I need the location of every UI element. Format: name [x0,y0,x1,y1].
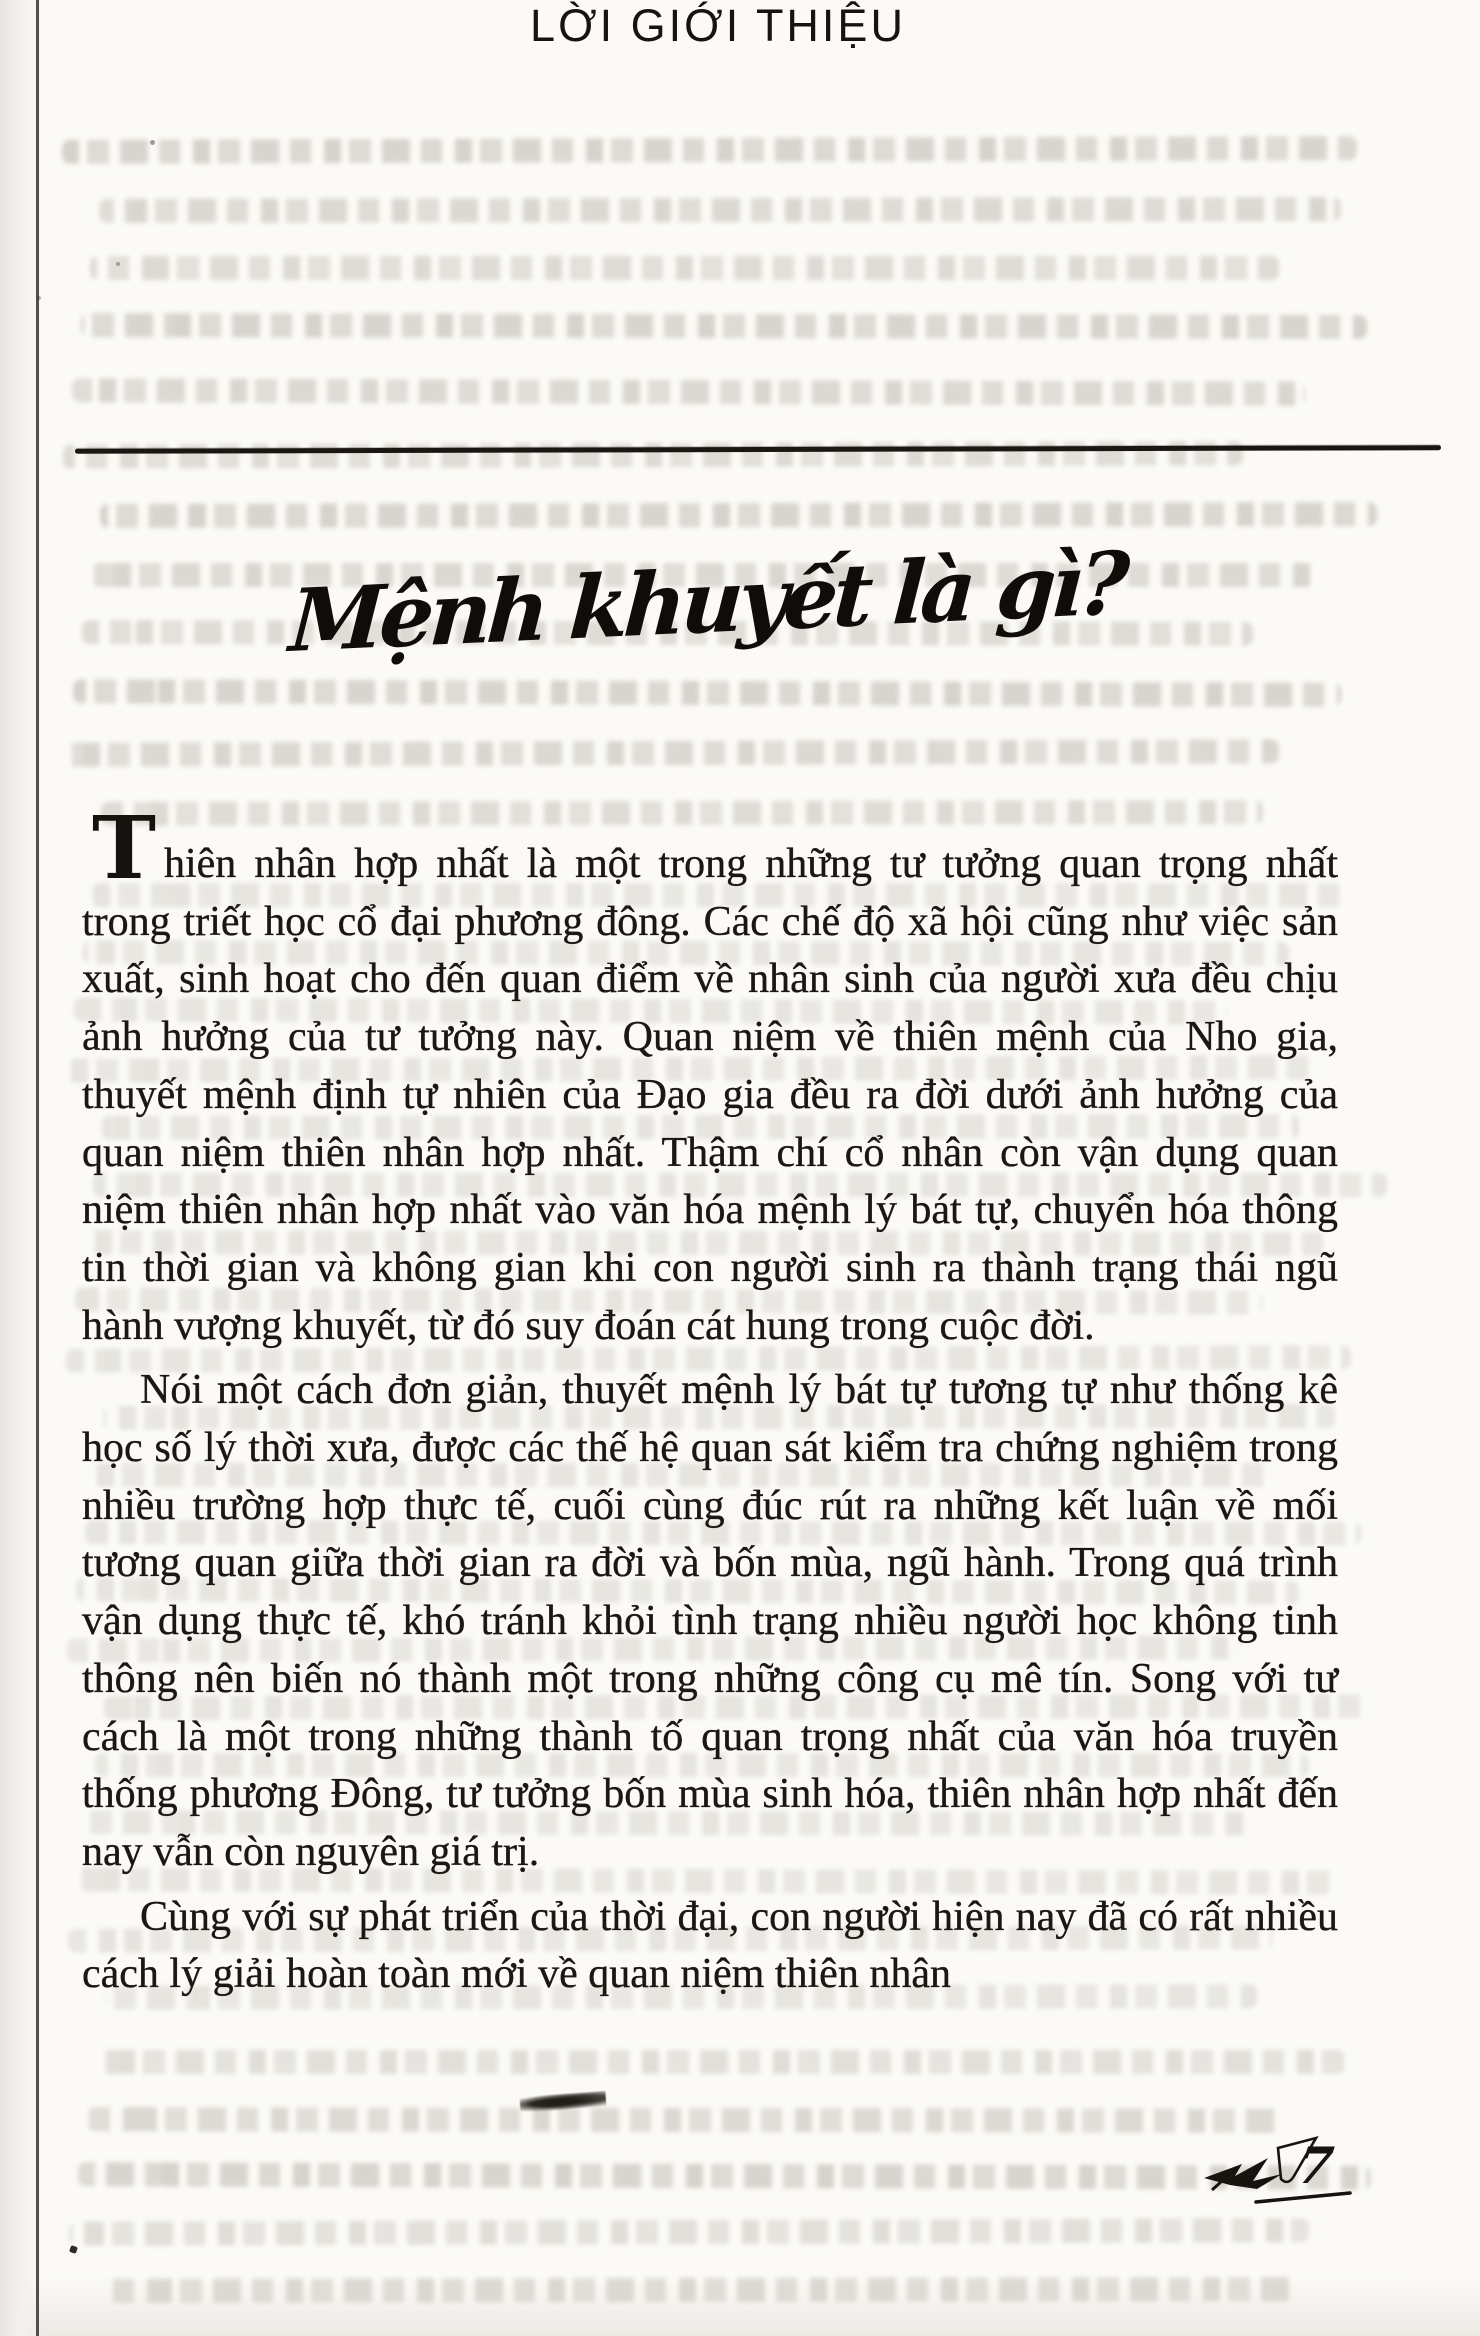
handwritten-chapter-title: Mệnh khuyết là gì? [286,532,1128,673]
page-number: 7 [1293,2136,1337,2195]
dust-speck [116,262,120,266]
scan-bottom-shade [0,2276,1480,2336]
bleedthrough-line [64,739,1279,766]
bleedthrough-line [101,800,1263,826]
bleedthrough-line [96,2050,1345,2074]
dust-speck [150,140,155,145]
drop-cap: T [92,798,156,899]
scan-spine-line [36,0,39,2336]
swallow-ornament-icon [1192,2134,1362,2214]
bleedthrough-line [78,2162,1371,2190]
paragraph-1 [82,798,1338,1355]
bleedthrough-line [81,313,1367,339]
bleedthrough-line [62,136,1357,164]
bleedthrough-line [87,2107,1283,2133]
bleedthrough-line [69,2218,1309,2245]
page-title: LỜI GIỚI THIỆU [530,0,906,51]
bleedthrough-line [90,256,1279,280]
bleedthrough-line [100,502,1377,528]
paragraph-3: Cùng với sự phát triển của thời đại, con người hiện nay đã có rất nhiều cách lý giải hoàn toàn mới về quan niệm thiên nhân [82,1893,1338,1998]
body-text [82,798,1338,2004]
paragraph-1-text: hiên nhân hợp nhất là một trong những tư tưởng quan trọng nhất trong triết học cổ đại phương đông. Các chế độ xã hội cũng như việc sản xuất, sinh hoạt cho đến quan điểm về nhân sinh của người xưa đều chịu ảnh hưởng của tư tưởng này. Quan niệm về thiên mệnh của Nho gia, thuyết mệnh định tự nhiên của Đạo gia đều ra đời dưới ảnh hưởng của quan niệm thiên nhân hợp nhất. Thậm chí cổ nhân còn vận dụng quan niệm thiên nhân hợp nhất vào văn hóa mệnh lý bát tự, chuyển hóa thông tin thời gian và không gian khi con người sinh ra thành trạng thái ngũ hành vượng khuyết, từ đó suy đoán cát hung trong cuộc đời. [82,841,1338,1349]
page-number-ornament [1192,2134,1362,2214]
bleedthrough-line [72,378,1305,405]
bleedthrough-line [99,197,1341,223]
bleedthrough-line [73,679,1341,707]
paragraph-2: Nói một cách đơn giản, thuyết mệnh lý bát tự tương tự như thống kê học số lý thời xưa, được các thế hệ quan sát kiểm tra chứng nghiệm trong nhiều trường hợp thực tế, cuối cùng đúc rút ra những kết luận về mối tương quan giữa thời gian ra đời và bốn mùa, ngũ hành. Trong quá trình vận dụng thực tế, khó tránh khỏi tình trạng nhiều người học không tinh thông nên biến nó thành một trong những công cụ mê tín. Song với tư cách là một trong những thành tố quan trọng nhất của văn hóa truyền thống phương Đông, tư tưởng bốn mùa sinh hóa, thiên nhân hợp nhất đến nay vẫn còn nguyên giá trị. [82,1367,1338,1875]
